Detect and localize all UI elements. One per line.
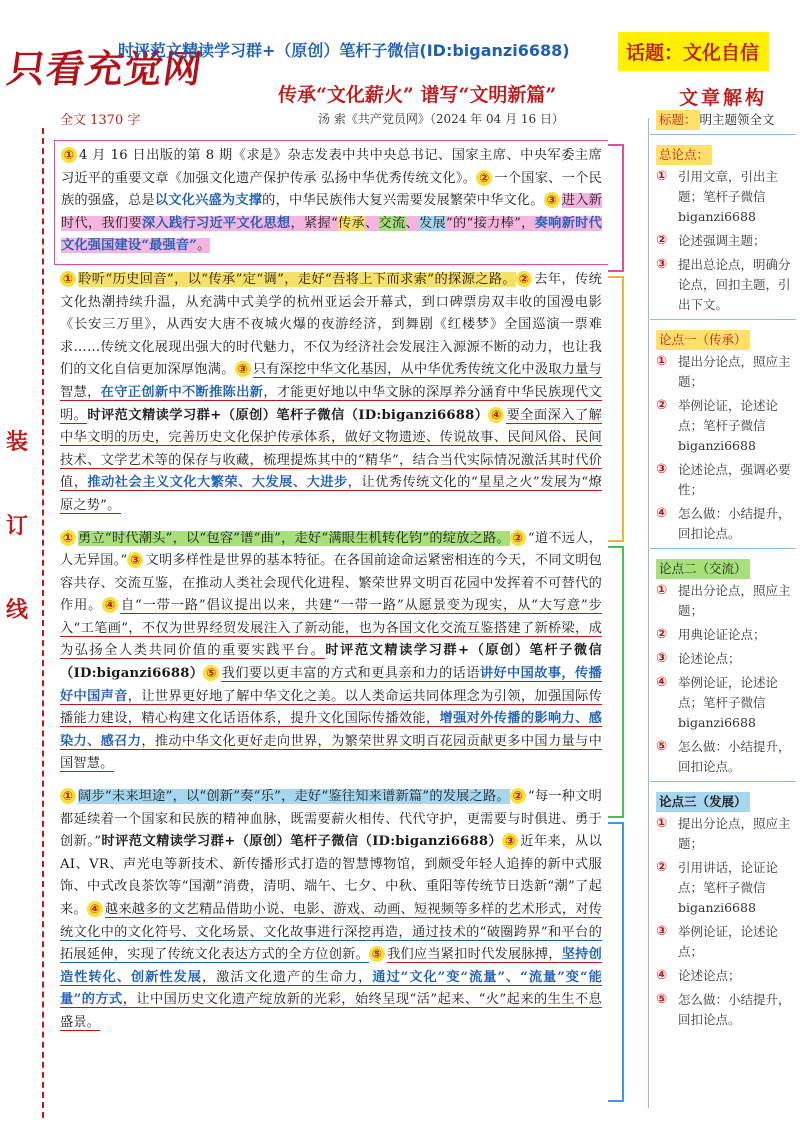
item-number: ③ bbox=[656, 651, 668, 666]
keyword-exchange: 交流 bbox=[378, 215, 406, 231]
item-text: 论述强调主题； bbox=[678, 233, 766, 248]
item-text: 引用文章，引出主题；笔杆子微信 biganzi6688 bbox=[678, 169, 779, 224]
sentence-number: ① bbox=[60, 271, 76, 287]
sentence: ，让世界更好地了解中华文化之美。以人类命运共同体理念为引领，加强国际传播能力建设，精心构建文化话语体系，提升文化国际传播效能， bbox=[60, 688, 603, 727]
header-group-text: 时评范文精读学习群+（原创）笔杆子微信(ID:biganzi6688) bbox=[118, 41, 570, 60]
item-number: ③ bbox=[656, 257, 668, 272]
item-text: 提出分论点，照应主题； bbox=[678, 583, 791, 618]
key-phrase: 奏响新时代文化强国建设“最强音” bbox=[61, 215, 603, 254]
keyword-develop: 发展 bbox=[419, 215, 446, 231]
item-number: ④ bbox=[656, 968, 668, 983]
item-number: ② bbox=[656, 398, 668, 413]
item-text: 举例论证，论述论点； bbox=[678, 924, 779, 959]
keyword-inherit: 传承 bbox=[337, 215, 365, 231]
outline-section-1 bbox=[650, 324, 796, 544]
binding-label bbox=[4, 400, 30, 652]
sentence-number: ③ bbox=[502, 833, 518, 849]
item-text: 论述论点，强调必要性； bbox=[678, 462, 791, 497]
sentence: 我们应当紧扣时代发展脉搏， bbox=[387, 947, 562, 963]
section-label: 总论点： bbox=[656, 145, 712, 165]
outline-title: 文章解构 bbox=[678, 87, 767, 109]
outline-divider bbox=[650, 319, 796, 320]
sentence: 。 bbox=[197, 238, 211, 254]
item-number: ② bbox=[656, 627, 668, 642]
key-phrase: 坚持创造性转化、创新性发展 bbox=[60, 947, 602, 985]
sentence-number: ③ bbox=[127, 552, 143, 568]
outline-item bbox=[656, 673, 796, 733]
sentence-number: ② bbox=[476, 170, 492, 186]
sub-thesis: 聆听“历史回音”，以“传承”定“调”，走好“吾将上下而求索”的探源之路。 bbox=[78, 271, 517, 287]
sentence: “道不远人，人无异国。” bbox=[60, 530, 602, 569]
outline-item bbox=[656, 649, 796, 669]
sentence: 进入新时代，我们要 bbox=[61, 193, 602, 231]
outline-item bbox=[656, 737, 796, 777]
sentence: 要全面深入了解中华文明的历史，完善历史文化保护传承体系，做好文物遗迹、传说故事、民间风俗、民间技术、文学艺术等的保存与收藏，梳理提炼其中的“精华”，结合当代实际情况激活其时代价值， bbox=[60, 407, 602, 491]
outline-item bbox=[656, 231, 796, 251]
item-number: ③ bbox=[656, 924, 668, 939]
sentence-number: ⑤ bbox=[203, 665, 219, 681]
sentence: 我们要以更丰富的方式和更具亲和力的话语 bbox=[221, 666, 480, 682]
item-text: 怎么做：小结提升，回扣论点。 bbox=[678, 992, 791, 1027]
item-number: ⑤ bbox=[656, 739, 668, 754]
key-phrase: 以文化兴盛为支撑 bbox=[154, 193, 263, 209]
section-label: 论点一（传承） bbox=[656, 330, 750, 350]
promo-text: 时评范文精读学习群+（原创）笔杆子微信（ID:biganzi6688） bbox=[87, 407, 489, 423]
sentence: 的，中华民族伟大复兴需要发展繁荣中华文化。 bbox=[262, 193, 544, 209]
sentence-number: ① bbox=[60, 530, 76, 546]
sentence-number: ④ bbox=[488, 407, 504, 423]
paragraph-point-3 bbox=[54, 782, 608, 1041]
item-number: ⑤ bbox=[656, 992, 668, 1007]
outline-section-3 bbox=[650, 786, 796, 1030]
article-title: 传承“文化薪火” 谱写“文明新篇” bbox=[278, 84, 557, 106]
sentence: ，让优秀传统文化的“星星之火”发展为“燎原之势”。 bbox=[60, 475, 602, 513]
binding-char: 装 bbox=[5, 429, 28, 455]
outline-divider bbox=[650, 548, 796, 549]
binding-char: 线 bbox=[5, 597, 28, 623]
outline-item bbox=[656, 460, 796, 500]
outline-item bbox=[656, 255, 796, 315]
key-phrase: 深入践行习近平文化思想 bbox=[141, 215, 291, 231]
outline-item bbox=[656, 922, 796, 962]
sentence: 文明多样性是世界的基本特征。在各国前途命运紧密相连的今天，不同文明包容共存、交流互鉴，在推动人类社会现代化进程、繁荣世界文明百花园中发挥着不可替代的作用。 bbox=[60, 553, 603, 614]
sub-thesis: 阔步“未来坦途”，以“创新”奏“乐”，走好“鉴往知来谱新篇”的发展之路。 bbox=[78, 789, 510, 805]
sentence: ，才能更好地以中华文脉的深厚养分涵育中华民族现代文明。 bbox=[60, 384, 603, 423]
site-logo: 只看充觉网 bbox=[4, 46, 206, 91]
section-label: 论点二（交流） bbox=[656, 559, 750, 579]
sub-thesis: 勇立“时代潮头”，以“包容”谱“曲”，走好“满眼生机转化钧”的绽放之路。 bbox=[78, 530, 510, 546]
section-bracket-4 bbox=[608, 822, 624, 1102]
sentence-number: ② bbox=[510, 788, 526, 804]
sentence: ，紧握“ bbox=[290, 215, 338, 231]
sentence: ，推动中华文化更好走向世界，为繁荣世界文明百花园贡献更多中国力量与中国智慧。 bbox=[60, 733, 602, 772]
paragraph-point-2 bbox=[54, 524, 608, 783]
outline-panel bbox=[650, 88, 796, 1034]
item-number: ④ bbox=[656, 506, 668, 521]
section-bracket-3 bbox=[608, 546, 624, 818]
item-text: 论述论点； bbox=[678, 651, 741, 666]
sentence-number: ① bbox=[60, 788, 76, 804]
sentence-number: ② bbox=[510, 530, 526, 546]
sentence: 、 bbox=[405, 215, 419, 231]
sentence: 4 月 16 日出版的第 8 期《求是》杂志发表中共中央总书记、国家主席、中央军委主席习近平的重要文章《加强文化遗产保护传承 弘扬中华优秀传统文化》。 bbox=[61, 148, 602, 186]
sentence: ，激活文化遗产的生命力， bbox=[201, 969, 373, 985]
outline-item bbox=[656, 625, 796, 645]
binding-char: 订 bbox=[5, 513, 28, 539]
sentence-number: ② bbox=[516, 271, 532, 287]
word-count: 全文 1370 字 bbox=[60, 113, 141, 128]
outline-divider bbox=[650, 134, 796, 135]
outline-item bbox=[656, 167, 796, 227]
outline-item bbox=[656, 396, 796, 456]
key-phrase: 推动社会主义文化大繁荣、大发展、大进步 bbox=[87, 475, 348, 491]
item-number: ① bbox=[656, 583, 668, 598]
section-bracket-1 bbox=[608, 144, 624, 272]
item-text: 举例论证，论述论点；笔杆子微信 biganzi6688 bbox=[678, 398, 779, 453]
outline-item bbox=[656, 814, 796, 854]
outline-item bbox=[656, 504, 796, 544]
sentence-number: ③ bbox=[544, 192, 560, 208]
outline-item bbox=[656, 966, 796, 986]
outline-title-row bbox=[656, 110, 796, 130]
sentence: 越来越多的文艺精品借助小说、电影、游戏、动画、短视频等多样的艺术形式，对传统文化中的文化符号、文化场景、文化故事进行深挖再造，通过技术的“破圈跨界”和平台的拓展延伸，实现了传统文化表达方式的全方位创新。 bbox=[60, 902, 602, 963]
outline-divider bbox=[650, 781, 796, 782]
outline-section-2 bbox=[650, 553, 796, 777]
sentence: ”的“接力棒”， bbox=[446, 215, 535, 231]
sentence: 近年来，从以 AI、VR、声光电等新技术、新传播形式打造的智慧博物馆，到颇受年轻人追捧的新中式服饰、中式改良茶饮等“国潮”消费，清明、端午、七夕、中秋、重阳等传统节日迭新“潮”了起来。 bbox=[60, 834, 602, 917]
key-phrase: 通过“文化”变“流量”、“流量”变“能量”的方式 bbox=[60, 969, 602, 1008]
item-text: 论述论点； bbox=[678, 968, 741, 983]
sentence-number: ④ bbox=[102, 597, 118, 613]
label-title: 标题： bbox=[656, 110, 700, 130]
sentence-number: ⑤ bbox=[369, 946, 385, 962]
title-desc: 明主题领全文 bbox=[699, 112, 775, 127]
outline-item bbox=[656, 581, 796, 621]
key-phrase: 增强对外传播的影响力、感染力、感召力 bbox=[60, 711, 602, 749]
item-text: 怎么做：小结提升，回扣论点。 bbox=[678, 739, 791, 774]
sentence: 只有深挖中华文化基因，从中华优秀传统文化中汲取力量与智慧， bbox=[60, 362, 602, 400]
sentence-number: ④ bbox=[87, 901, 103, 917]
promo-text: 时评范文精读学习群+（原创）笔杆子微信（ID:biganzi6688） bbox=[60, 643, 602, 682]
item-text: 提出分论点，照应主题； bbox=[678, 816, 791, 851]
item-text: 用典论证论点； bbox=[678, 627, 766, 642]
outline-section-0 bbox=[650, 139, 796, 315]
sentence: 自“一带一路”倡议提出以来，共建“一带一路”从愿景变为现实，从“大写意”步入“工笔画”，不仅为世界经贸发展注入了新动能，也为各国文化交流互鉴搭建了新桥梁，成为弘扬全人类共同价值的重要实践平台。 bbox=[60, 598, 602, 659]
paragraph-point-1 bbox=[54, 265, 608, 524]
item-text: 举例论证，论述论点；笔杆子微信 biganzi6688 bbox=[678, 675, 779, 730]
sentence-number: ① bbox=[61, 147, 77, 163]
section-label: 论点三（发展） bbox=[656, 792, 750, 812]
item-number: ① bbox=[656, 169, 668, 184]
item-number: ① bbox=[656, 354, 668, 369]
binding-dashed-line bbox=[42, 128, 44, 1118]
sentence: 、 bbox=[365, 215, 379, 231]
sentence: 去年，传统文化热潮持续升温，从充满中式美学的杭州亚运会开幕式，到口碑票房双丰收的国漫电影《长安三万里》，从西安大唐不夜城火爆的夜游经济，到舞剧《红楼梦》全国巡演一票难求……传统文化展现出强大的时代魅力，不仅为经济社会发展注入源源不断的动力，也让我们的文化自信更加深厚饱满。 bbox=[60, 271, 603, 378]
article-body bbox=[54, 140, 608, 1041]
item-number: ① bbox=[656, 816, 668, 831]
item-number: ② bbox=[656, 233, 668, 248]
topic-badge: 话题：文化自信 bbox=[618, 32, 769, 71]
outline-rule bbox=[648, 118, 649, 1108]
paragraph-intro bbox=[54, 140, 608, 265]
sentence: “每一种文明都延续着一个国家和民族的精神血脉，既需要薪火相传、代代守护，更需要与时俱进、勇于创新。” bbox=[60, 789, 602, 850]
item-text: 怎么做：小结提升，回扣论点。 bbox=[678, 506, 791, 541]
outline-item bbox=[656, 990, 796, 1030]
item-text: 提出分论点，照应主题； bbox=[678, 354, 791, 389]
section-bracket-2 bbox=[608, 276, 624, 542]
item-number: ② bbox=[656, 860, 668, 875]
key-phrase: 在守正创新中不断推陈出新 bbox=[100, 384, 264, 400]
outline-item bbox=[656, 352, 796, 392]
sentence: 一个国家、一个民族的强盛，总是 bbox=[61, 170, 602, 209]
item-text: 引用讲话，论证论点；笔杆子微信 biganzi6688 bbox=[678, 860, 779, 915]
sentence-number: ③ bbox=[235, 361, 251, 377]
item-text: 提出总论点，明确分论点，回扣主题，引出下文。 bbox=[678, 257, 791, 312]
article-byline: 汤 索《共产党员网》（2024 年 04 月 16 日） bbox=[318, 112, 564, 126]
promo-text: 时评范文精读学习群+（原创）笔杆子微信（ID:biganzi6688） bbox=[101, 834, 503, 850]
item-number: ④ bbox=[656, 675, 668, 690]
outline-item bbox=[656, 858, 796, 918]
sentence: ，让中国历史文化遗产绽放新的光彩，始终呈现“活”起来、“火”起来的生生不息盛景。 bbox=[60, 992, 602, 1030]
item-number: ③ bbox=[656, 462, 668, 477]
key-phrase: 讲好中国故事，传播好中国声音 bbox=[60, 666, 602, 704]
